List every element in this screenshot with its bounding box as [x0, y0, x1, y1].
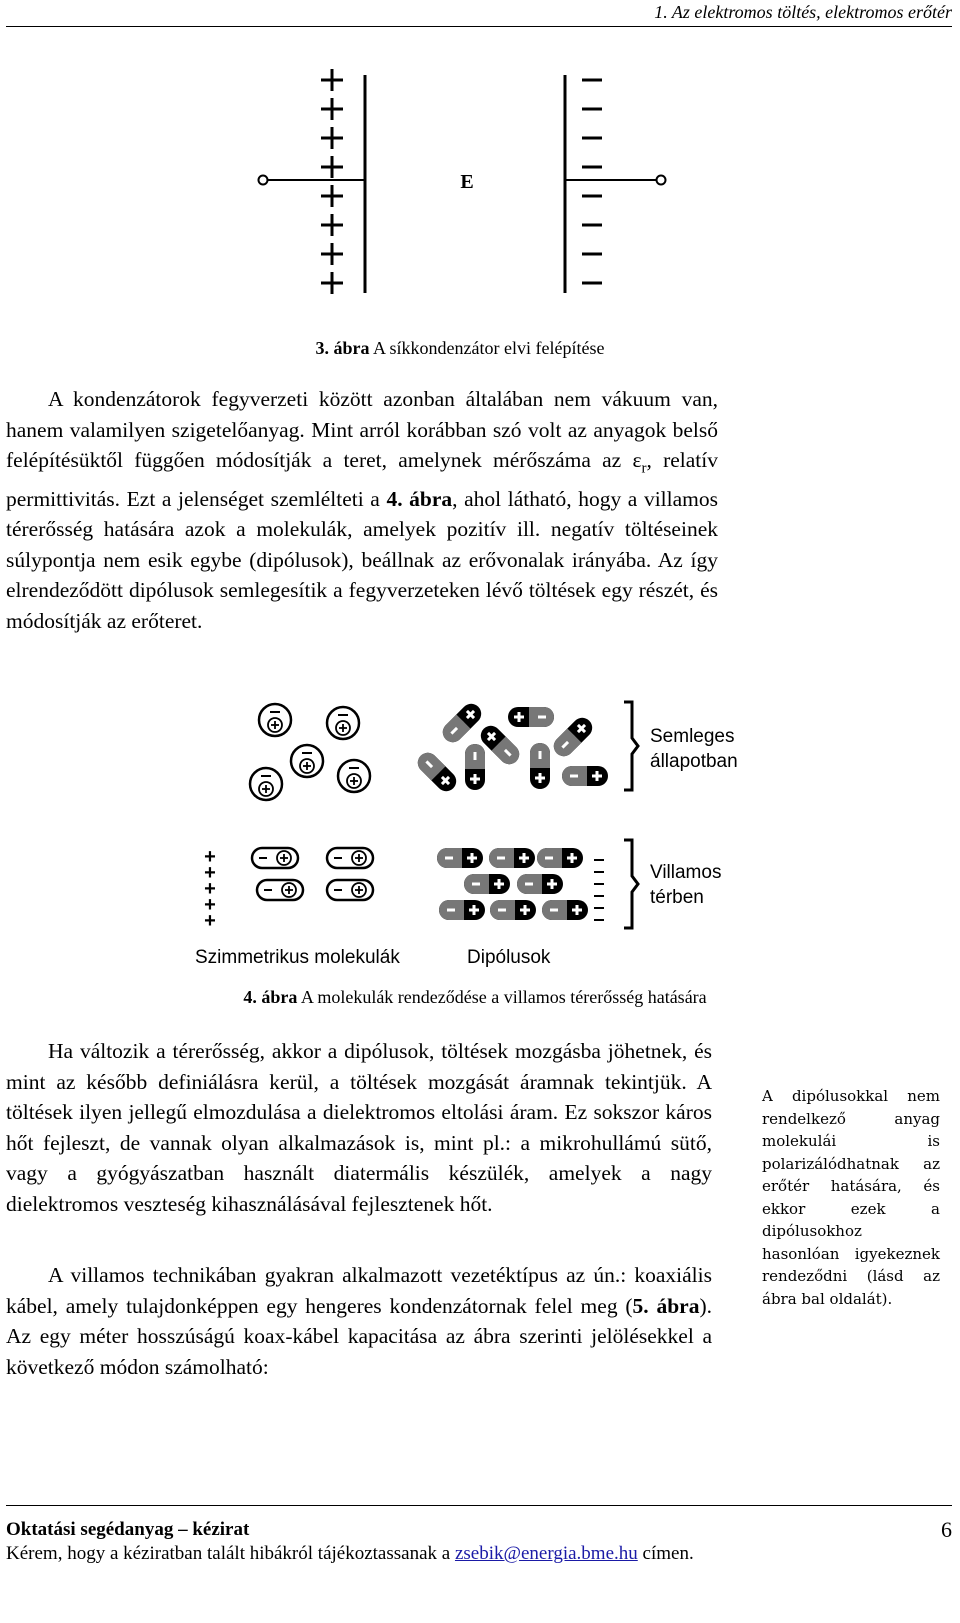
figure-3-text: A síkkondenzátor elvi felépítése: [369, 338, 605, 358]
plus-sign: [321, 98, 343, 120]
svg-text:+: +: [204, 910, 216, 932]
figure-5-reference: 5. ábra: [632, 1293, 700, 1318]
neutral-symmetric-molecules: [250, 704, 370, 800]
page-number: 6: [941, 1517, 952, 1542]
footer-document-type: Oktatási segédanyag – kézirat: [6, 1519, 250, 1540]
para3-part2: ). Az egy méter hosszúságú koax-kábel kapacitása az ábra szerinti jelölésekkel a következő módon számolható:: [6, 1293, 713, 1379]
plus-sign: [321, 127, 343, 149]
capacitor-figure: [255, 45, 670, 330]
footer-note: [6, 1543, 694, 1565]
para3-part1: A villamos technikában gyakran alkalmazott vezetéktípus az ún.: koaxiális kábel, amely tulajdonképpen egy hengeres kondenzátornak felel meg (: [6, 1263, 712, 1318]
positive-charges: [321, 69, 343, 294]
plus-sign: [321, 185, 343, 207]
label-neutral-2: állapotban: [650, 751, 738, 772]
epsilon-subscript: r: [641, 460, 647, 477]
plus-sign: [321, 272, 343, 294]
footer-rule: [6, 1505, 952, 1506]
header-rule: [6, 26, 952, 27]
margin-note: A dipólusokkal nem rendelkező anyag molekulái is polarizálódhatnak az erőtér hatására, és ekkor ezek a dipólusokhoz hasonlóan igyekeznek rendeződni (lásd az ábra bal oldalát).: [762, 1087, 940, 1308]
label-neutral-1: Semleges: [650, 726, 735, 747]
plus-sign: [321, 156, 343, 178]
para2-text: Ha változik a térerősség, akkor a dipólusok, töltések mozgásba jöhetnek, és mint az később definiálásra kerül, a töltések mozgását áramnak tekintjük. A töltések ilyen jellegű elmozdulása a dielektromos eltolási áram. Ez sokszor káros hőt fejleszt, de vannak olyan alkalmazások is, mint pl.: a mikrohullámú sütő, vagy a gyógyászatban használt diatermális készülék, amelyek a nagy dielektromos veszteség kihasználásával fejlesztenek hőt.: [6, 1039, 712, 1216]
para1-part2: , relatív permittivitás. Ezt a jelenséget szemlélteti a: [6, 448, 718, 511]
wire-left: [259, 176, 366, 185]
plus-sign: [321, 69, 343, 91]
para1-part1: A kondenzátorok fegyverzeti között azonban általában nem vákuum van, hanem valamilyen szigetelőanyag. Mint arról korábban szó volt az anyagok belső felépítésüktől függően módosítják a teret, amelynek mérőszáma az ε: [6, 387, 718, 472]
field-dipoles: [437, 848, 588, 920]
field-symmetric-molecules: [252, 848, 373, 900]
wire-right: [565, 176, 666, 185]
footer-note-text: Kérem, hogy a kéziratban talált hibákról tájékoztassanak a: [6, 1543, 455, 1564]
label-dipoles: Dipólusok: [467, 947, 551, 968]
figure-4-text: A molekulák rendeződése a villamos térerősség hatására: [297, 987, 707, 1007]
negative-charges: [582, 80, 602, 283]
svg-text:+: +: [204, 862, 216, 884]
molecules-figure: [180, 680, 780, 980]
label-field-1: Villamos: [650, 862, 722, 883]
figure-4-reference: 4. ábra: [386, 486, 453, 511]
label-symmetric: Szimmetrikus molekulák: [195, 947, 400, 968]
plus-sign: [321, 243, 343, 265]
svg-text:+: +: [204, 894, 216, 916]
page-footer: [6, 1505, 952, 1564]
field-minus-column: [594, 860, 604, 920]
neutral-dipoles: [414, 700, 608, 796]
email-link[interactable]: zsebik@energia.bme.hu: [454, 1543, 638, 1564]
svg-text:+: +: [204, 846, 216, 868]
brace-neutral: [624, 702, 638, 790]
figure-4-number: 4. ábra: [243, 987, 298, 1007]
field-plus-column: [204, 846, 216, 932]
paragraph-permittivity: [6, 384, 718, 636]
page-header: [0, 0, 960, 26]
label-field-2: térben: [650, 887, 704, 908]
figure-4-caption: [180, 987, 770, 1008]
chapter-title: 1. Az elektromos töltés, elektromos erőtér: [654, 2, 952, 22]
figure-3-caption: [180, 338, 740, 359]
footer-note-end: címen.: [637, 1543, 694, 1564]
brace-field: [624, 840, 638, 928]
paragraph-coax: [6, 1260, 712, 1382]
figure-3-number: 3. ábra: [315, 338, 370, 358]
para1-part3: , ahol látható, hogy a villamos térerősség hatására azok a molekulák, amelyek pozitív ill. negatív töltéseinek súlypontja nem esik egybe (dipólusok), beállnak az erővonalak irányába. Az így elrendeződött dipólusok semlegesítik a fegyverzeteken lévő töltések egy részét, és módosítják az erőteret.: [6, 486, 718, 633]
svg-text:+: +: [204, 878, 216, 900]
field-label: E: [460, 171, 474, 193]
plus-sign: [321, 214, 343, 236]
paragraph-displacement-current: [6, 1036, 712, 1219]
